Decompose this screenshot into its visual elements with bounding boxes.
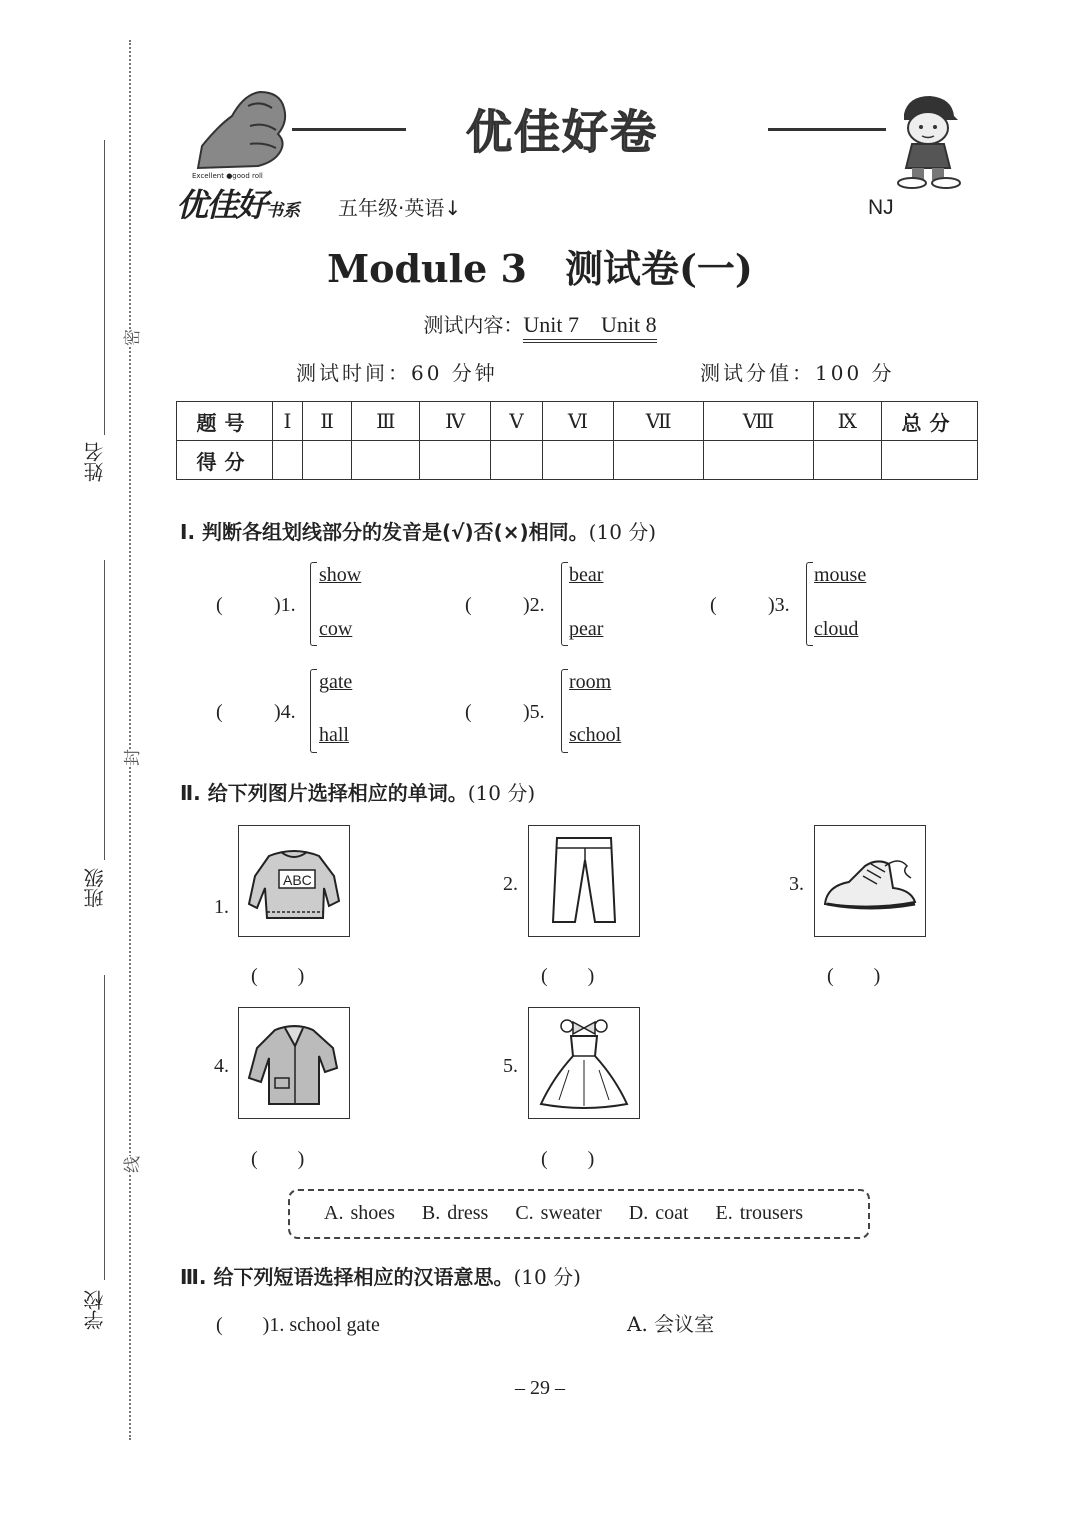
item-number-3: )3. bbox=[768, 594, 790, 616]
series-small-text: 书系 bbox=[266, 201, 301, 221]
word-options-box bbox=[288, 1189, 870, 1239]
logo-slogan-text: Excellent ●good roll bbox=[192, 172, 263, 180]
page-number: – 29 – bbox=[515, 1377, 565, 1399]
score-cell[interactable] bbox=[490, 441, 542, 480]
item-number-5: )5. bbox=[523, 701, 545, 723]
answer-blank-1[interactable]: ( bbox=[216, 594, 223, 616]
option-d: D. coat bbox=[628, 1202, 689, 1224]
thumbs-up-logo-icon bbox=[188, 86, 298, 181]
word-1b: cow bbox=[319, 618, 353, 640]
section3-points: (10 分) bbox=[513, 1265, 581, 1289]
school-label: 学校 bbox=[83, 1290, 107, 1330]
section3-title-text: Ⅲ. 给下列短语选择相应的汉语意思。 bbox=[180, 1265, 514, 1289]
col-1: Ⅰ bbox=[273, 402, 303, 441]
col-6: Ⅵ bbox=[542, 402, 613, 441]
answer-blank-4[interactable]: ( bbox=[216, 701, 223, 723]
word-4a: gate bbox=[319, 671, 353, 693]
test-content-label: 测试内容： bbox=[423, 313, 524, 337]
score-table-header-row bbox=[177, 402, 978, 441]
word-5a: room bbox=[569, 671, 612, 693]
question-number-header: 题号 bbox=[177, 402, 273, 441]
option-b: B. dress bbox=[421, 1202, 489, 1224]
section3-title bbox=[180, 1261, 581, 1290]
col-9: Ⅸ bbox=[813, 402, 881, 441]
cartoon-boy-icon bbox=[890, 92, 966, 190]
class-write-line bbox=[104, 560, 105, 860]
score-row-header: 得分 bbox=[177, 441, 273, 480]
word-options bbox=[324, 1202, 823, 1225]
score-table-score-row bbox=[177, 441, 978, 480]
edition-label: NJ bbox=[868, 196, 894, 219]
option-e: E. trousers bbox=[715, 1202, 804, 1224]
name-label: 姓名 bbox=[83, 442, 107, 482]
seal-char-mi: 密 bbox=[118, 329, 143, 346]
col-4: Ⅳ bbox=[420, 402, 491, 441]
option-a: A. shoes bbox=[324, 1202, 395, 1224]
section2-points: (10 分) bbox=[467, 781, 536, 805]
item-number-1: )1. bbox=[274, 594, 296, 616]
section1-points: (10 分) bbox=[588, 520, 657, 544]
test-time: 测试时间：60 分钟 bbox=[296, 361, 498, 385]
brace-5 bbox=[561, 669, 568, 753]
header-rule-left bbox=[292, 128, 406, 131]
score-table bbox=[176, 401, 978, 480]
picture-number-4: 4. bbox=[214, 1055, 229, 1077]
test-score: 测试分值：100 分 bbox=[700, 361, 895, 385]
picture-number-1: 1. bbox=[214, 896, 229, 918]
score-cell[interactable] bbox=[542, 441, 613, 480]
word-1a: show bbox=[319, 564, 362, 586]
picture-frame-5 bbox=[528, 1007, 640, 1119]
item-number-4: )4. bbox=[274, 701, 296, 723]
seal-char-xian: 线 bbox=[118, 1156, 143, 1173]
seal-char-feng: 封 bbox=[118, 749, 143, 766]
brand-title: 优佳好卷 bbox=[466, 105, 658, 159]
meaning-option-a: A. 会议室 bbox=[627, 1312, 715, 1336]
picture-answer-3[interactable]: ( ) bbox=[827, 965, 881, 987]
brace-4 bbox=[310, 669, 317, 753]
brace-1 bbox=[310, 562, 317, 646]
word-3a: mouse bbox=[814, 564, 867, 586]
picture-answer-4[interactable]: ( ) bbox=[251, 1148, 305, 1170]
word-2b: pear bbox=[569, 618, 604, 640]
picture-frame-2 bbox=[528, 825, 640, 937]
word-5b: school bbox=[569, 724, 622, 746]
picture-answer-2[interactable]: ( ) bbox=[541, 965, 595, 987]
picture-number-5: 5. bbox=[503, 1055, 518, 1077]
section2-title bbox=[180, 777, 535, 806]
series-logo bbox=[176, 180, 300, 226]
page-title: Module 3 测试卷(一) bbox=[327, 246, 753, 291]
picture-answer-1[interactable]: ( ) bbox=[251, 965, 305, 987]
option-c: C. sweater bbox=[515, 1202, 602, 1224]
picture-frame-4 bbox=[238, 1007, 350, 1119]
picture-number-3: 3. bbox=[789, 873, 804, 895]
dress-icon bbox=[529, 1008, 639, 1118]
test-content-value: Unit 7 Unit 8 bbox=[523, 312, 656, 343]
section2-title-text: Ⅱ. 给下列图片选择相应的单词。 bbox=[180, 781, 468, 805]
score-cell[interactable] bbox=[704, 441, 813, 480]
score-cell[interactable] bbox=[614, 441, 704, 480]
item-number-2: )2. bbox=[523, 594, 545, 616]
phrase-item-1[interactable]: ( )1. school gate bbox=[216, 1314, 380, 1336]
score-cell[interactable] bbox=[352, 441, 420, 480]
answer-blank-3[interactable]: ( bbox=[710, 594, 717, 616]
picture-frame-3 bbox=[814, 825, 926, 937]
brace-2 bbox=[561, 562, 568, 646]
picture-number-2: 2. bbox=[503, 873, 518, 895]
col-3: Ⅲ bbox=[352, 402, 420, 441]
score-cell-total[interactable] bbox=[882, 441, 978, 480]
word-2a: bear bbox=[569, 564, 604, 586]
picture-frame-1 bbox=[238, 825, 350, 937]
word-4b: hall bbox=[319, 724, 349, 746]
class-label: 班级 bbox=[83, 868, 107, 908]
svg-text:ABC: ABC bbox=[283, 872, 312, 888]
col-8: Ⅷ bbox=[704, 402, 813, 441]
trousers-icon bbox=[529, 826, 639, 936]
school-write-line bbox=[104, 975, 105, 1280]
word-3b: cloud bbox=[814, 618, 859, 640]
answer-blank-2[interactable]: ( bbox=[465, 594, 472, 616]
series-logo-text: 优佳好 bbox=[176, 186, 267, 224]
col-7: Ⅶ bbox=[614, 402, 704, 441]
header-rule-right bbox=[768, 128, 886, 131]
grade-subject: 五年级·英语↓ bbox=[338, 196, 462, 220]
score-cell[interactable] bbox=[420, 441, 491, 480]
section1-title bbox=[180, 516, 656, 545]
col-total: 总分 bbox=[882, 402, 978, 441]
col-2: Ⅱ bbox=[302, 402, 351, 441]
section1-title-text: Ⅰ. 判断各组划线部分的发音是(√)否(×)相同。 bbox=[180, 520, 589, 544]
score-cell[interactable] bbox=[302, 441, 351, 480]
score-cell[interactable] bbox=[273, 441, 303, 480]
shoes-icon bbox=[815, 826, 925, 936]
score-cell[interactable] bbox=[813, 441, 881, 480]
brace-3 bbox=[806, 562, 813, 646]
col-5: Ⅴ bbox=[490, 402, 542, 441]
sweater-icon bbox=[239, 826, 349, 936]
coat-icon bbox=[239, 1008, 349, 1118]
picture-answer-5[interactable]: ( ) bbox=[541, 1148, 595, 1170]
test-content-line bbox=[0, 308, 1080, 339]
answer-blank-5[interactable]: ( bbox=[465, 701, 472, 723]
